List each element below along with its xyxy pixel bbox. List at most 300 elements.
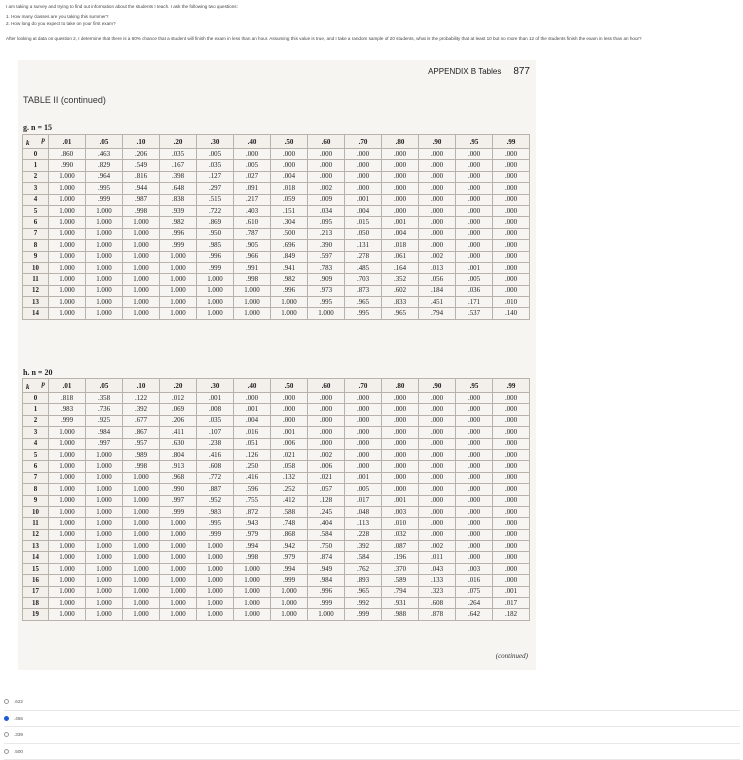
table-cell: .999 bbox=[49, 415, 86, 426]
table-cell: .000 bbox=[419, 404, 456, 415]
table-cell: .000 bbox=[419, 183, 456, 194]
table-cell: .000 bbox=[419, 415, 456, 426]
table-cell: .000 bbox=[493, 171, 530, 182]
table-cell: .748 bbox=[271, 518, 308, 529]
table-cell: 1.000 bbox=[197, 285, 234, 296]
table-cell: .018 bbox=[271, 183, 308, 194]
table-cell: 1.000 bbox=[49, 251, 86, 262]
table-cell: 1.000 bbox=[86, 274, 123, 285]
p-header: .10 bbox=[123, 379, 160, 393]
table-cell: .000 bbox=[271, 149, 308, 160]
table-cell: .252 bbox=[271, 484, 308, 495]
table-cell: .416 bbox=[234, 472, 271, 483]
table-cell: .000 bbox=[493, 274, 530, 285]
table-cell: .874 bbox=[308, 552, 345, 563]
p-header: .30 bbox=[197, 135, 234, 149]
table-row bbox=[23, 393, 530, 404]
table-cell: .133 bbox=[419, 575, 456, 586]
table-cell: .000 bbox=[345, 393, 382, 404]
page-number: 877 bbox=[513, 66, 530, 77]
table-cell: .703 bbox=[345, 274, 382, 285]
table-row bbox=[23, 609, 530, 620]
table-cell: .358 bbox=[86, 393, 123, 404]
table-cell: .762 bbox=[345, 563, 382, 574]
table-cell: .004 bbox=[345, 205, 382, 216]
k-cell: 0 bbox=[23, 149, 49, 160]
table-cell: 1.000 bbox=[86, 251, 123, 262]
table-cell: 1.000 bbox=[86, 472, 123, 483]
table-cell: .000 bbox=[308, 171, 345, 182]
table-cell: .952 bbox=[197, 495, 234, 506]
table-cell: .000 bbox=[345, 438, 382, 449]
table-cell: 1.000 bbox=[271, 586, 308, 597]
radio-unselected-icon[interactable] bbox=[4, 699, 9, 704]
table-cell: 1.000 bbox=[86, 262, 123, 273]
table-cell: .132 bbox=[271, 472, 308, 483]
table-cell: 1.000 bbox=[123, 609, 160, 620]
table-cell: .995 bbox=[345, 308, 382, 319]
table-row bbox=[23, 415, 530, 426]
table-cell: .804 bbox=[160, 449, 197, 460]
table-cell: 1.000 bbox=[123, 586, 160, 597]
table-cell: 1.000 bbox=[234, 598, 271, 609]
table-cell: .818 bbox=[49, 393, 86, 404]
table-cell: .000 bbox=[419, 149, 456, 160]
table-cell: .610 bbox=[234, 217, 271, 228]
table-row bbox=[23, 461, 530, 472]
table-cell: .867 bbox=[123, 427, 160, 438]
k-cell: 13 bbox=[23, 297, 49, 308]
page-header bbox=[428, 66, 530, 77]
table-cell: .000 bbox=[345, 404, 382, 415]
question-intro: I am taking a survey and trying to find out information about the students I teach. I ask the following two questions: bbox=[6, 4, 238, 10]
table-cell: .057 bbox=[308, 484, 345, 495]
table-cell: .001 bbox=[382, 217, 419, 228]
table-row bbox=[23, 598, 530, 609]
table-cell: 1.000 bbox=[160, 285, 197, 296]
table-cell: .000 bbox=[493, 449, 530, 460]
table-cell: .034 bbox=[308, 205, 345, 216]
table-header-row bbox=[23, 379, 530, 393]
table-cell: .838 bbox=[160, 194, 197, 205]
table-cell: .000 bbox=[419, 393, 456, 404]
table-cell: .001 bbox=[197, 393, 234, 404]
radio-selected-icon[interactable] bbox=[4, 716, 9, 721]
table-cell: .000 bbox=[456, 183, 493, 194]
table-cell: .000 bbox=[382, 404, 419, 415]
table-cell: 1.000 bbox=[271, 297, 308, 308]
table-cell: .008 bbox=[197, 404, 234, 415]
table-cell: .000 bbox=[308, 404, 345, 415]
table-cell: .996 bbox=[197, 251, 234, 262]
table-cell: .000 bbox=[456, 228, 493, 239]
p-header: .90 bbox=[419, 135, 456, 149]
table-cell: 1.000 bbox=[49, 262, 86, 273]
table-cell: .036 bbox=[456, 285, 493, 296]
table-cell: 1.000 bbox=[123, 563, 160, 574]
table-cell: .868 bbox=[271, 529, 308, 540]
k-cell: 12 bbox=[23, 285, 49, 296]
table-cell: .990 bbox=[160, 484, 197, 495]
table-cell: .965 bbox=[382, 308, 419, 319]
table-cell: 1.000 bbox=[234, 285, 271, 296]
table-cell: .000 bbox=[493, 472, 530, 483]
table-cell: .995 bbox=[308, 297, 345, 308]
table-row bbox=[23, 563, 530, 574]
table-cell: 1.000 bbox=[271, 308, 308, 319]
table-cell: .943 bbox=[234, 518, 271, 529]
table-cell: 1.000 bbox=[49, 194, 86, 205]
p-header: .20 bbox=[160, 379, 197, 393]
table-cell: .021 bbox=[308, 472, 345, 483]
table-cell: .000 bbox=[308, 415, 345, 426]
table-row bbox=[23, 228, 530, 239]
table-cell: .965 bbox=[345, 586, 382, 597]
table-cell: 1.000 bbox=[160, 563, 197, 574]
table-cell: 1.000 bbox=[160, 274, 197, 285]
k-cell: 1 bbox=[23, 404, 49, 415]
table-cell: .998 bbox=[123, 205, 160, 216]
table-cell: .000 bbox=[382, 438, 419, 449]
table-row bbox=[23, 308, 530, 319]
table-cell: 1.000 bbox=[49, 438, 86, 449]
table-cell: .998 bbox=[123, 461, 160, 472]
p-header: .70 bbox=[345, 135, 382, 149]
table-cell: .893 bbox=[345, 575, 382, 586]
k-cell: 5 bbox=[23, 449, 49, 460]
table-cell: .939 bbox=[160, 205, 197, 216]
table-cell: .000 bbox=[493, 285, 530, 296]
table-cell: 1.000 bbox=[123, 529, 160, 540]
table-cell: .000 bbox=[419, 438, 456, 449]
table-cell: .485 bbox=[345, 262, 382, 273]
table-cell: .596 bbox=[234, 484, 271, 495]
p-header: .60 bbox=[308, 379, 345, 393]
p-header: .99 bbox=[493, 379, 530, 393]
table-cell: 1.000 bbox=[86, 308, 123, 319]
table-cell: 1.000 bbox=[49, 472, 86, 483]
table-row bbox=[23, 183, 530, 194]
table-cell: 1.000 bbox=[271, 609, 308, 620]
table-cell: .966 bbox=[234, 251, 271, 262]
table-cell: .001 bbox=[234, 404, 271, 415]
table-cell: .000 bbox=[382, 484, 419, 495]
table-cell: .171 bbox=[456, 297, 493, 308]
answer-option-label: .339 bbox=[14, 732, 23, 737]
k-cell: 3 bbox=[23, 183, 49, 194]
table-cell: .736 bbox=[86, 404, 123, 415]
p-header: .60 bbox=[308, 135, 345, 149]
table-cell: 1.000 bbox=[160, 541, 197, 552]
table-cell: .000 bbox=[493, 240, 530, 251]
table-cell: .000 bbox=[493, 251, 530, 262]
table-cell: .392 bbox=[345, 541, 382, 552]
table-cell: 1.000 bbox=[160, 575, 197, 586]
table-cell: .783 bbox=[308, 262, 345, 273]
table-cell: .000 bbox=[493, 575, 530, 586]
table-cell: .816 bbox=[123, 171, 160, 182]
table-cell: .984 bbox=[308, 575, 345, 586]
table-cell: .000 bbox=[493, 461, 530, 472]
table-cell: 1.000 bbox=[86, 297, 123, 308]
table-cell: 1.000 bbox=[123, 217, 160, 228]
table-row bbox=[23, 149, 530, 160]
table-cell: .001 bbox=[345, 194, 382, 205]
table-cell: 1.000 bbox=[49, 609, 86, 620]
table-row bbox=[23, 297, 530, 308]
table-cell: 1.000 bbox=[123, 308, 160, 319]
table-cell: .000 bbox=[419, 529, 456, 540]
table-cell: 1.000 bbox=[123, 575, 160, 586]
table-cell: .648 bbox=[160, 183, 197, 194]
p-header: .40 bbox=[234, 135, 271, 149]
table-cell: .011 bbox=[419, 552, 456, 563]
table-cell: .264 bbox=[456, 598, 493, 609]
table-cell: 1.000 bbox=[123, 251, 160, 262]
table-cell: .982 bbox=[160, 217, 197, 228]
table-cell: 1.000 bbox=[123, 484, 160, 495]
table-cell: .833 bbox=[382, 297, 419, 308]
table-cell: .000 bbox=[345, 149, 382, 160]
table-cell: .323 bbox=[419, 586, 456, 597]
table-cell: .913 bbox=[160, 461, 197, 472]
p-header: .01 bbox=[49, 135, 86, 149]
answer-option[interactable] bbox=[4, 711, 740, 728]
table-cell: 1.000 bbox=[49, 518, 86, 529]
table-cell: .000 bbox=[456, 427, 493, 438]
table-cell: .860 bbox=[49, 149, 86, 160]
table-cell: .013 bbox=[419, 262, 456, 273]
table-cell: .003 bbox=[456, 563, 493, 574]
table-cell: .000 bbox=[345, 449, 382, 460]
table-cell: .909 bbox=[308, 274, 345, 285]
table-cell: .398 bbox=[160, 171, 197, 182]
table-cell: .755 bbox=[234, 495, 271, 506]
k-cell: 9 bbox=[23, 495, 49, 506]
table-cell: .999 bbox=[308, 598, 345, 609]
table-cell: .151 bbox=[271, 205, 308, 216]
table-cell: .087 bbox=[382, 541, 419, 552]
table-cell: .722 bbox=[197, 205, 234, 216]
table-cell: 1.000 bbox=[49, 171, 86, 182]
table-cell: .925 bbox=[86, 415, 123, 426]
binomial-table-n20 bbox=[22, 378, 530, 621]
k-cell: 9 bbox=[23, 251, 49, 262]
table-cell: .000 bbox=[382, 393, 419, 404]
table-cell: .000 bbox=[493, 393, 530, 404]
k-cell: 17 bbox=[23, 586, 49, 597]
table-cell: .589 bbox=[382, 575, 419, 586]
table-cell: 1.000 bbox=[49, 495, 86, 506]
section-label-n15: g. n = 15 bbox=[23, 123, 52, 132]
table-cell: .213 bbox=[308, 228, 345, 239]
table-cell: .392 bbox=[123, 404, 160, 415]
table-cell: .004 bbox=[234, 415, 271, 426]
table-cell: .043 bbox=[419, 563, 456, 574]
table-cell: 1.000 bbox=[123, 297, 160, 308]
table-cell: .999 bbox=[86, 194, 123, 205]
table-cell: .000 bbox=[308, 393, 345, 404]
table-cell: 1.000 bbox=[49, 217, 86, 228]
table-cell: 1.000 bbox=[49, 183, 86, 194]
table-cell: .069 bbox=[160, 404, 197, 415]
table-cell: .994 bbox=[234, 541, 271, 552]
k-cell: 12 bbox=[23, 529, 49, 540]
k-cell: 8 bbox=[23, 240, 49, 251]
table-cell: .979 bbox=[234, 529, 271, 540]
table-cell: .000 bbox=[271, 415, 308, 426]
table-cell: .950 bbox=[197, 228, 234, 239]
table-cell: 1.000 bbox=[308, 308, 345, 319]
table-cell: .035 bbox=[160, 149, 197, 160]
table-cell: .984 bbox=[86, 427, 123, 438]
table-cell: .004 bbox=[271, 171, 308, 182]
answer-option[interactable] bbox=[4, 694, 740, 711]
table-cell: .051 bbox=[234, 438, 271, 449]
table-cell: .403 bbox=[234, 205, 271, 216]
table-row bbox=[23, 541, 530, 552]
table-cell: .005 bbox=[234, 160, 271, 171]
table-cell: .000 bbox=[456, 404, 493, 415]
table-cell: 1.000 bbox=[197, 308, 234, 319]
table-cell: .000 bbox=[493, 404, 530, 415]
table-cell: .931 bbox=[382, 598, 419, 609]
table-cell: 1.000 bbox=[49, 228, 86, 239]
table-cell: 1.000 bbox=[49, 598, 86, 609]
k-cell: 3 bbox=[23, 427, 49, 438]
table-cell: .000 bbox=[493, 427, 530, 438]
table-cell: .997 bbox=[86, 438, 123, 449]
table-cell: .000 bbox=[382, 205, 419, 216]
table-cell: .979 bbox=[271, 552, 308, 563]
k-cell: 6 bbox=[23, 461, 49, 472]
table-cell: 1.000 bbox=[49, 541, 86, 552]
table-cell: .000 bbox=[493, 529, 530, 540]
table-cell: .630 bbox=[160, 438, 197, 449]
table-cell: .000 bbox=[456, 393, 493, 404]
question-prompt: After looking at data on question 2, I determine that there is a 60% chance that a student will finish the exam in less than an hour. Assuming this value is true, and I take a random sample of 20 students, what is the probability that at least 10 but no more than 12 of the students finish the exam in less than an hour? bbox=[6, 36, 642, 42]
table-cell: .006 bbox=[271, 438, 308, 449]
table-row bbox=[23, 160, 530, 171]
continued-note: (continued) bbox=[496, 652, 528, 660]
table-cell: .989 bbox=[123, 449, 160, 460]
table-cell: .829 bbox=[86, 160, 123, 171]
answer-option-label: .456 bbox=[14, 716, 23, 721]
table-cell: 1.000 bbox=[86, 529, 123, 540]
table-cell: .196 bbox=[382, 552, 419, 563]
answer-option-label: .622 bbox=[14, 699, 23, 704]
table-cell: 1.000 bbox=[86, 506, 123, 517]
table-cell: 1.000 bbox=[86, 285, 123, 296]
table-cell: .304 bbox=[271, 217, 308, 228]
table-cell: .003 bbox=[382, 506, 419, 517]
table-cell: .869 bbox=[197, 217, 234, 228]
table-cell: 1.000 bbox=[197, 297, 234, 308]
table-cell: .000 bbox=[456, 484, 493, 495]
table-cell: .017 bbox=[493, 598, 530, 609]
table-cell: .772 bbox=[197, 472, 234, 483]
table-cell: .949 bbox=[308, 563, 345, 574]
table-cell: 1.000 bbox=[86, 484, 123, 495]
table-cell: .696 bbox=[271, 240, 308, 251]
table-cell: .995 bbox=[86, 183, 123, 194]
table-cell: .000 bbox=[382, 449, 419, 460]
table-cell: .000 bbox=[493, 495, 530, 506]
table-row bbox=[23, 449, 530, 460]
table-cell: 1.000 bbox=[160, 529, 197, 540]
table-cell: .122 bbox=[123, 393, 160, 404]
table-cell: .000 bbox=[419, 495, 456, 506]
table-cell: .000 bbox=[345, 415, 382, 426]
table-cell: .987 bbox=[123, 194, 160, 205]
table-cell: .000 bbox=[308, 438, 345, 449]
table-cell: .128 bbox=[308, 495, 345, 506]
table-cell: .588 bbox=[271, 506, 308, 517]
table-cell: .515 bbox=[197, 194, 234, 205]
table-cell: .968 bbox=[160, 472, 197, 483]
table-cell: .000 bbox=[456, 529, 493, 540]
table-cell: .412 bbox=[271, 495, 308, 506]
table-cell: .000 bbox=[456, 251, 493, 262]
table-cell: .000 bbox=[493, 262, 530, 273]
table-cell: 1.000 bbox=[308, 609, 345, 620]
table-cell: 1.000 bbox=[86, 586, 123, 597]
answer-option[interactable] bbox=[4, 744, 740, 760]
table-cell: 1.000 bbox=[86, 541, 123, 552]
table-cell: 1.000 bbox=[234, 586, 271, 597]
table-cell: 1.000 bbox=[234, 308, 271, 319]
table-cell: .000 bbox=[456, 518, 493, 529]
table-cell: .982 bbox=[271, 274, 308, 285]
answer-option[interactable] bbox=[4, 727, 740, 744]
p-header: .20 bbox=[160, 135, 197, 149]
table-cell: 1.000 bbox=[160, 297, 197, 308]
table-cell: 1.000 bbox=[49, 586, 86, 597]
radio-unselected-icon[interactable] bbox=[4, 732, 9, 737]
table-cell: .140 bbox=[493, 308, 530, 319]
table-cell: 1.000 bbox=[123, 518, 160, 529]
k-cell: 8 bbox=[23, 484, 49, 495]
table-cell: .000 bbox=[345, 461, 382, 472]
k-cell: 2 bbox=[23, 171, 49, 182]
table-cell: .000 bbox=[419, 228, 456, 239]
p-header: .01 bbox=[49, 379, 86, 393]
table-cell: 1.000 bbox=[49, 575, 86, 586]
table-cell: 1.000 bbox=[49, 529, 86, 540]
k-cell: 0 bbox=[23, 393, 49, 404]
k-cell: 13 bbox=[23, 541, 49, 552]
table-cell: .002 bbox=[308, 183, 345, 194]
table-cell: .021 bbox=[271, 449, 308, 460]
p-header: .99 bbox=[493, 135, 530, 149]
table-row bbox=[23, 217, 530, 228]
table-cell: .352 bbox=[382, 274, 419, 285]
radio-unselected-icon[interactable] bbox=[4, 749, 9, 754]
table-cell: .905 bbox=[234, 240, 271, 251]
table-cell: .001 bbox=[345, 472, 382, 483]
table-cell: .996 bbox=[308, 586, 345, 597]
table-cell: .999 bbox=[271, 575, 308, 586]
table-cell: .058 bbox=[271, 461, 308, 472]
table-cell: .228 bbox=[345, 529, 382, 540]
table-cell: .944 bbox=[123, 183, 160, 194]
table-cell: .941 bbox=[271, 262, 308, 273]
table-cell: .000 bbox=[271, 404, 308, 415]
table-cell: .002 bbox=[419, 251, 456, 262]
table-cell: 1.000 bbox=[160, 552, 197, 563]
table-row bbox=[23, 404, 530, 415]
table-cell: .000 bbox=[382, 183, 419, 194]
